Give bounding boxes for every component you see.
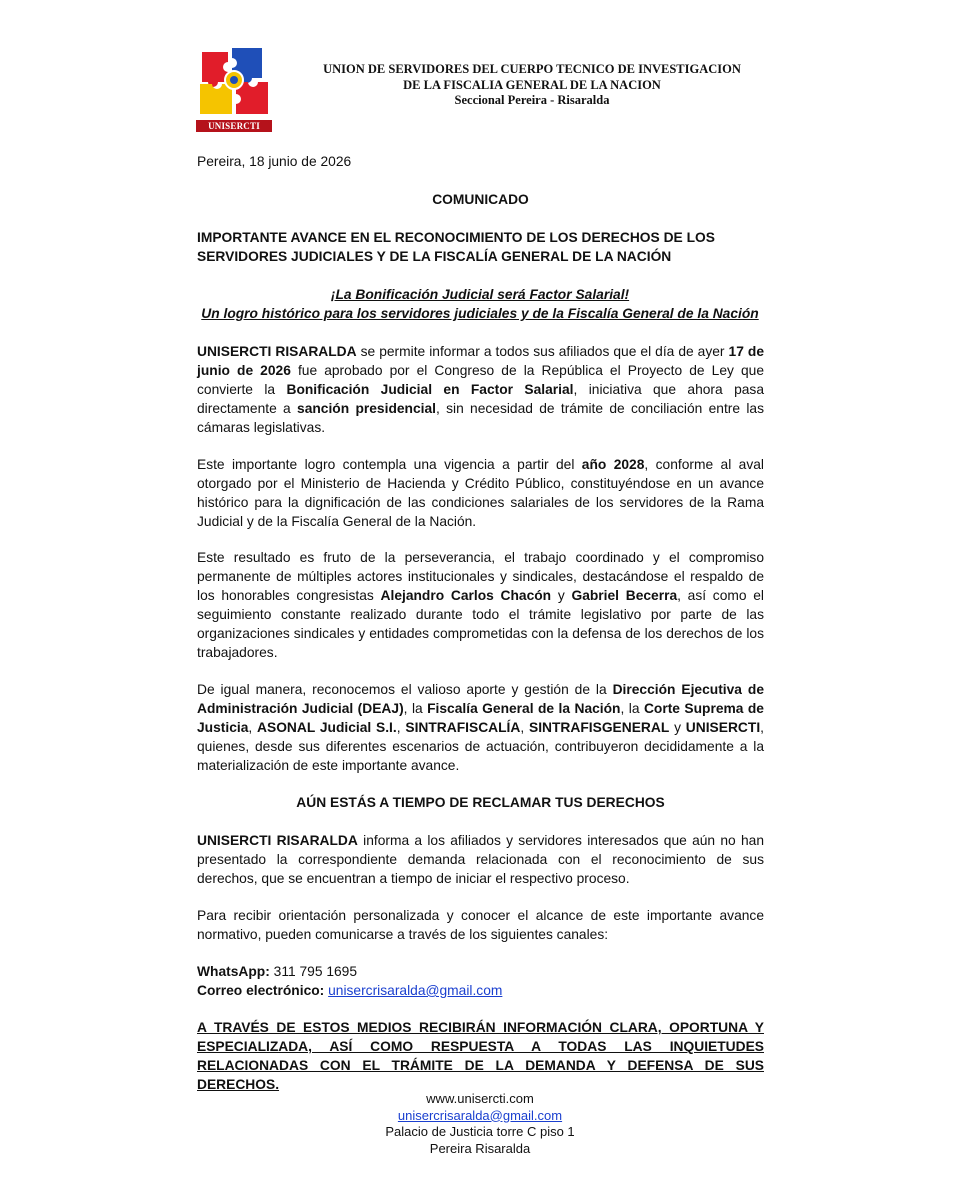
text: Este importante logro contempla una vigencia a partir del — [197, 457, 582, 472]
headline-line-1: ¡La Bonificación Judicial será Factor Salarial! — [330, 287, 630, 302]
document-date: Pereira, 18 junio de 2026 — [197, 154, 352, 169]
paragraph-6: Para recibir orientación personalizada y conocer el alcance de este importante avance normativo, pueden comunicarse a través de los siguientes canales: — [197, 908, 764, 942]
footer-city: Pereira Risaralda — [429, 1140, 531, 1156]
paragraph-1 — [197, 342, 764, 437]
bold-text: Fiscalía General de la Nación — [427, 701, 621, 716]
footer-website[interactable]: www.unisercti.com — [426, 1091, 534, 1106]
text: , — [248, 720, 258, 735]
text: , la — [620, 701, 644, 716]
text: , sin necesidad de trámite de conciliación entre las cámaras legislativas. — [197, 401, 764, 435]
headline-line-2: Un logro histórico para los servidores judiciales y de la Fiscalía General de la Nación — [201, 306, 759, 321]
text: De igual manera, reconocemos el valioso aporte y gestión de la — [197, 682, 613, 697]
text: fue aprobado por el Congreso de la República el Proyecto de Ley que convierte la — [197, 363, 764, 397]
text: , conforme al aval otorgado por el Ministerio de Hacienda y Crédito Público, constituyéndose en un avance histórico para la dignificación de las condiciones salariales de los servidores de la Rama Judicial y de la Fiscalía General de la Nación. — [197, 457, 764, 529]
text: , — [396, 720, 406, 735]
whatsapp-number[interactable]: 311 795 1695 — [269, 964, 358, 979]
org-line-1: UNION DE SERVIDORES DEL CUERPO TECNICO DE INVESTIGACION — [323, 62, 741, 76]
org-line-3: Seccional Pereira - Risaralda — [454, 93, 610, 107]
text: , así como el seguimiento constante realizado durante todo el trámite legislativo por parte de las organizaciones sindicales y entidades comprometidas con la defensa de los derechos de los trabajadores. — [197, 588, 764, 660]
bold-text: sanción presidencial — [297, 401, 436, 416]
footer-address: Palacio de Justicia torre C piso 1 — [385, 1124, 575, 1139]
bold-text: UNISERCTI RISARALDA — [197, 344, 357, 359]
bold-text: Bonificación Judicial en Factor Salarial — [286, 382, 574, 397]
bold-text: 17 de junio de 2026 — [197, 344, 764, 378]
text: , — [520, 720, 529, 735]
bold-text: Dirección Ejecutiva de Administración Judicial (DEAJ) — [197, 682, 764, 716]
email-line — [197, 981, 764, 1000]
document-subject: IMPORTANTE AVANCE EN EL RECONOCIMIENTO DE LOS DERECHOS DE LOS SERVIDORES JUDICIALES Y DE LA FISCALÍA GENERAL DE LA NACIÓN — [197, 230, 715, 264]
whatsapp-line — [197, 962, 764, 981]
bold-text: SINTRAFISGENERAL — [529, 720, 670, 735]
logo-text: UNISERCTI — [196, 120, 272, 132]
headline — [190, 285, 770, 323]
closing-statement: A TRAVÉS DE ESTOS MEDIOS RECIBIRÁN INFORMACIÓN CLARA, OPORTUNA Y ESPECIALIZADA, ASÍ COMO RESPUESTA A TODAS LAS INQUIETUDES RELACIONADAS CON EL TRÁMITE DE LA DEMANDA Y DEFENSA DE SUS DERECHOS. — [197, 1020, 764, 1092]
text: , iniciativa que ahora pasa directamente a — [197, 382, 764, 416]
section-heading: AÚN ESTÁS A TIEMPO DE RECLAMAR TUS DERECHOS — [296, 795, 665, 810]
paragraph-2 — [197, 455, 764, 531]
text: y — [669, 720, 686, 735]
text: , la — [403, 701, 428, 716]
bold-text: SINTRAFISCALÍA — [405, 720, 521, 735]
paragraph-5 — [197, 831, 764, 888]
paragraph-3 — [197, 548, 764, 662]
whatsapp-label: WhatsApp: — [197, 964, 270, 979]
bold-text: Corte Suprema de Justicia — [197, 701, 764, 735]
unisercti-logo — [196, 44, 272, 132]
contact-block — [197, 962, 764, 1000]
org-line-2: DE LA FISCALIA GENERAL DE LA NACION — [403, 77, 661, 92]
puzzle-logo-icon — [196, 44, 272, 120]
email-label: Correo electrónico: — [197, 983, 325, 998]
text: , quienes, desde sus diferentes escenarios de actuación, contribuyeron decididamente a la materialización de este importante avance. — [197, 720, 764, 773]
document-type: COMUNICADO — [432, 192, 529, 207]
bold-text: UNISERCTI RISARALDA — [197, 833, 358, 848]
bold-text: Gabriel Becerra — [571, 588, 678, 603]
bold-text: ASONAL Judicial S.I. — [257, 720, 397, 735]
text: y — [551, 588, 572, 603]
bold-text: Alejandro Carlos Chacón — [380, 588, 552, 603]
email-link[interactable]: unisercrisaralda@gmail.com — [328, 983, 503, 998]
text: se permite informar a todos sus afiliados que el día de ayer — [356, 344, 729, 359]
footer-email-link[interactable]: unisercrisaralda@gmail.com — [397, 1107, 563, 1123]
paragraph-4 — [197, 680, 764, 775]
page-footer — [300, 1091, 660, 1157]
text: informa a los afiliados y servidores interesados que aún no han presentado la correspondiente demanda relacionada con el reconocimiento de sus derechos, que se encuentran a tiempo de iniciar el respectivo proceso. — [197, 833, 764, 886]
organization-header — [314, 62, 750, 109]
text: Este resultado es fruto de la perseverancia, el trabajo coordinado y el compromiso permanente de múltiples actores institucionales y sindicales, destacándose el respaldo de los honorables congresistas — [197, 550, 764, 603]
bold-text: año 2028 — [581, 457, 645, 472]
bold-text: UNISERCTI — [685, 720, 761, 735]
